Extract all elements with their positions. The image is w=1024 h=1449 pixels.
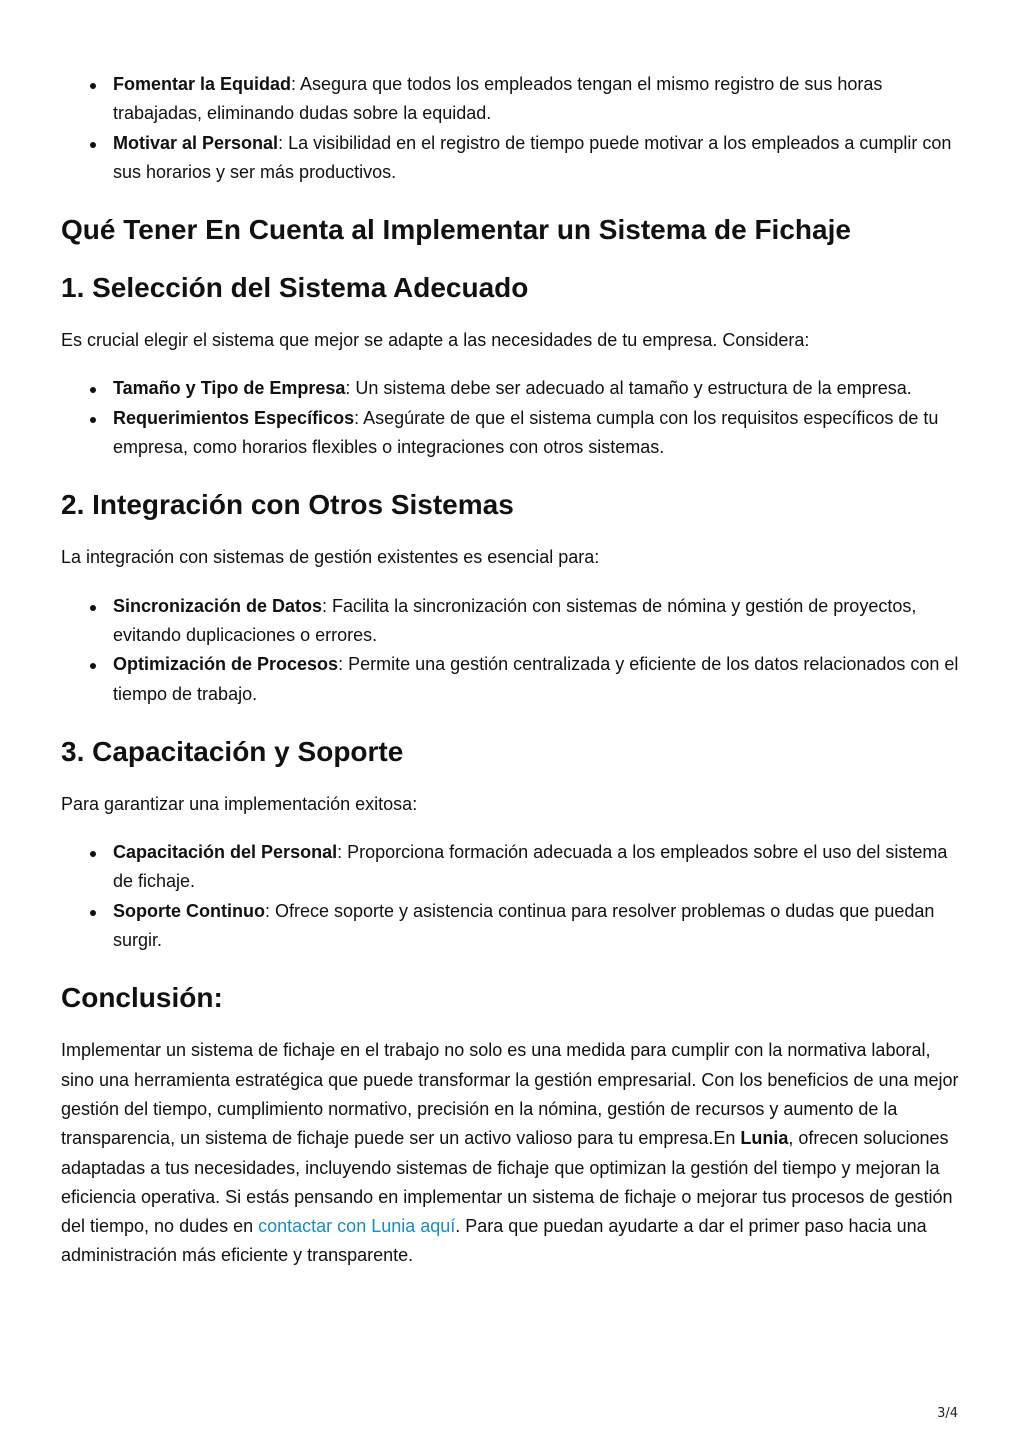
conclusion-paragraph	[61, 1036, 966, 1270]
brand-name: Lunia	[740, 1128, 789, 1149]
list-item	[61, 374, 966, 403]
list-item	[61, 70, 966, 129]
bullet-text: : Permite una gestión centralizada y eficiente de los datos relacionados con el tiempo de trabajo.	[113, 654, 959, 704]
bullet-term: Optimización de Procesos	[113, 654, 339, 675]
conclusion-text: Implementar un sistema de fichaje en el trabajo no solo es una medida para cumplir con la normativa laboral, sino una herramienta estratégica que puede transformar la gestión empresarial. Con los beneficios de una mejor gestión del tiempo, cumplimiento normativo, precisión en la nómina, gestión de recursos y aumento de la transparencia, un sistema de fichaje puede ser un activo valioso para tu empresa.En	[61, 1040, 959, 1149]
section3-intro: Para garantizar una implementación exitosa:	[61, 793, 418, 814]
section1-bullet-list	[61, 374, 966, 462]
intro-bullet-list	[61, 70, 966, 187]
section3-bullet-list	[61, 838, 966, 955]
section2-bullet-list	[61, 592, 966, 709]
bullet-term: Tamaño y Tipo de Empresa	[113, 378, 346, 399]
list-item	[61, 650, 966, 709]
main-heading: Qué Tener En Cuenta al Implementar un Sistema de Fichaje	[61, 214, 851, 246]
section2-heading: 2. Integración con Otros Sistemas	[61, 489, 514, 521]
list-item	[61, 129, 966, 188]
bullet-text: : Un sistema debe ser adecuado al tamaño y estructura de la empresa.	[345, 378, 912, 399]
section2-intro: La integración con sistemas de gestión existentes es esencial para:	[61, 547, 600, 568]
document-page	[61, 70, 966, 1271]
bullet-term: Sincronización de Datos	[113, 595, 323, 616]
bullet-text: : Ofrece soporte y asistencia continua para resolver problemas o dudas que puedan surgir.	[113, 900, 935, 951]
bullet-term: Soporte Continuo	[113, 900, 265, 921]
bullet-term: Fomentar la Equidad	[113, 74, 292, 94]
section1-heading: 1. Selección del Sistema Adecuado	[61, 272, 529, 304]
list-item	[61, 838, 966, 897]
list-item	[61, 897, 966, 956]
page-number: 3/4	[937, 1406, 958, 1421]
conclusion-text: , ofrecen soluciones adaptadas a tus necesidades, incluyendo sistemas de fichaje que optimizan la gestión del tiempo y mejoran la eficiencia operativa. Si estás pensando en implementar un sistema de fichaje o mejorar tus procesos de gestión del tiempo, no dudes en	[61, 1128, 953, 1237]
contact-link[interactable]: contactar con Lunia aquí	[258, 1216, 456, 1237]
bullet-text: : Asegura que todos los empleados tengan el mismo registro de sus horas trabajadas, eliminando dudas sobre la equidad.	[113, 74, 883, 124]
section3-heading: 3. Capacitación y Soporte	[61, 735, 404, 767]
list-item	[61, 404, 966, 463]
conclusion-heading: Conclusión:	[61, 982, 223, 1014]
section1-intro: Es crucial elegir el sistema que mejor se adapte a las necesidades de tu empresa. Considera:	[61, 330, 810, 351]
bullet-text: : Proporciona formación adecuada a los empleados sobre el uso del sistema de fichaje.	[113, 842, 948, 892]
bullet-text: : Asegúrate de que el sistema cumpla con los requisitos específicos de tu empresa, como horarios flexibles o integraciones con otros sistemas.	[113, 407, 939, 458]
list-item	[61, 592, 966, 651]
bullet-text: : La visibilidad en el registro de tiempo puede motivar a los empleados a cumplir con sus horarios y ser más productivos.	[113, 132, 952, 182]
bullet-term: Requerimientos Específicos	[113, 407, 355, 428]
conclusion-text: . Para que puedan ayudarte a dar el primer paso hacia una administración más eficiente y transparente.	[61, 1216, 927, 1266]
bullet-term: Capacitación del Personal	[113, 842, 338, 863]
bullet-text: : Facilita la sincronización con sistemas de nómina y gestión de proyectos, evitando duplicaciones o errores.	[113, 595, 917, 645]
bullet-term: Motivar al Personal	[113, 132, 279, 153]
